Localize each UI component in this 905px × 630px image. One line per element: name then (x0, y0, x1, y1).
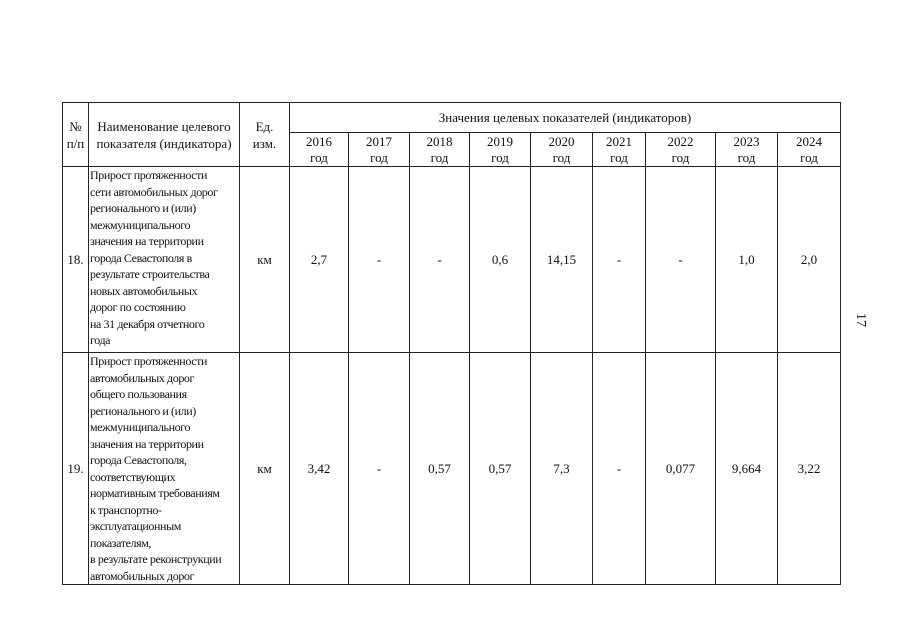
value-cell: 3,42 (290, 353, 349, 585)
indicators-table (62, 102, 841, 585)
indicator-name: Прирост протяженности автомобильных дорог общего пользования регионального и (или) межмуниципального значения на территории города Севастополя, соответствующих нормативным требованиям к транспортно- эксплуатационным показателям, в результате реконструкции автомобильных дорог (89, 353, 240, 585)
value-cell: 2,0 (778, 167, 841, 353)
value-cell: 2,7 (290, 167, 349, 353)
value-cell: 1,0 (716, 167, 778, 353)
table-row (63, 167, 841, 353)
unit-cell: км (240, 167, 290, 353)
table-row (63, 353, 841, 585)
header-year: 2016 год (290, 133, 349, 167)
value-cell: 9,664 (716, 353, 778, 585)
value-cell: - (349, 353, 410, 585)
header-year: 2022 год (646, 133, 716, 167)
value-cell: 14,15 (531, 167, 593, 353)
value-cell: 0,57 (410, 353, 470, 585)
header-year: 2023 год (716, 133, 778, 167)
page-number: 17 (853, 313, 868, 327)
header-year: 2021 год (593, 133, 646, 167)
value-cell: 0,6 (470, 167, 531, 353)
value-cell: - (646, 167, 716, 353)
value-cell: - (349, 167, 410, 353)
header-unit: Ед. изм. (240, 103, 290, 167)
value-cell: 0,077 (646, 353, 716, 585)
header-row-top (63, 103, 841, 133)
value-cell: - (593, 353, 646, 585)
header-values-title: Значения целевых показателей (индикаторов) (290, 103, 841, 133)
header-year: 2024 год (778, 133, 841, 167)
header-year: 2018 год (410, 133, 470, 167)
row-number: 19. (63, 353, 89, 585)
indicator-name: Прирост протяженности сети автомобильных дорог регионального и (или) межмуниципального значения на территории города Севастополя в результате строительства новых автомобильных дорог по состоянию на 31 декабря отчетного года (89, 167, 240, 353)
header-name: Наименование целевого показателя (индикатора) (89, 103, 240, 167)
header-num: № п/п (63, 103, 89, 167)
value-cell: 7,3 (531, 353, 593, 585)
value-cell: 0,57 (470, 353, 531, 585)
row-number: 18. (63, 167, 89, 353)
header-year: 2019 год (470, 133, 531, 167)
unit-cell: км (240, 353, 290, 585)
header-year: 2017 год (349, 133, 410, 167)
value-cell: - (410, 167, 470, 353)
header-year: 2020 год (531, 133, 593, 167)
value-cell: - (593, 167, 646, 353)
value-cell: 3,22 (778, 353, 841, 585)
